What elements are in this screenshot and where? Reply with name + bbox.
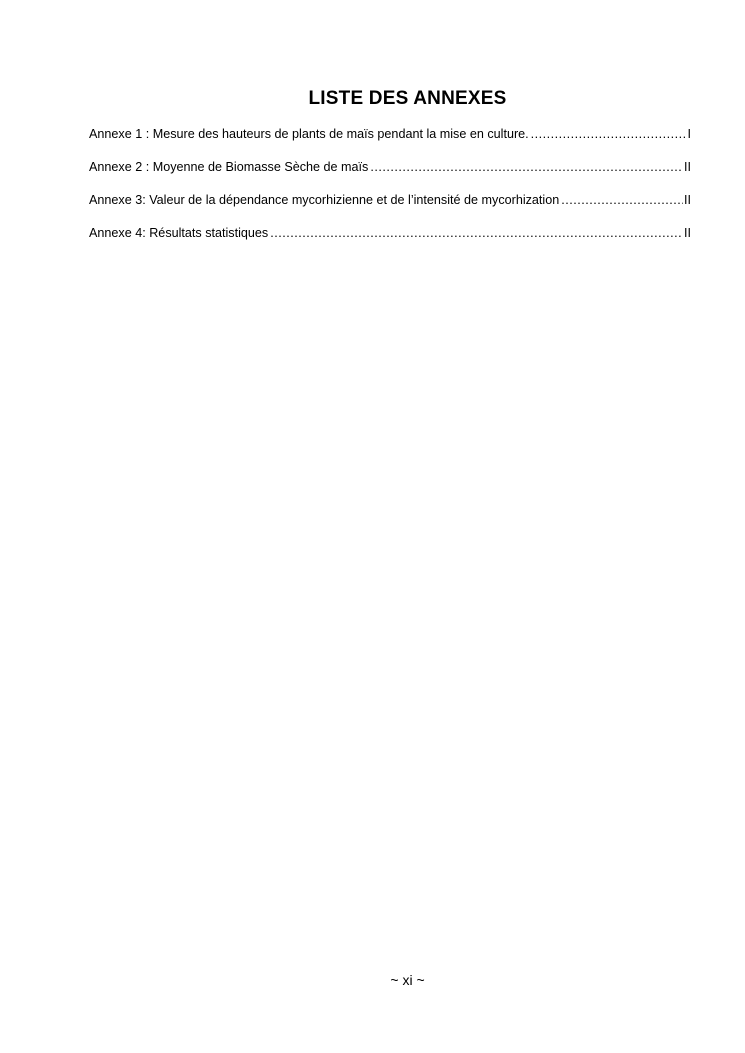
annex-entry-page: I [687,127,691,141]
annex-entry-page: II [684,193,691,207]
annex-entry-label: Annexe 2 : Moyenne de Biomasse Sèche de maïs [89,160,369,174]
annex-entry-1[interactable] [89,127,691,160]
annex-list [89,127,691,259]
annex-entry-4[interactable] [89,226,691,259]
annex-entry-label: Annexe 1 : Mesure des hauteurs de plants de maïs pendant la mise en culture. [89,127,529,141]
dot-leader [561,193,683,207]
page-title: LISTE DES ANNEXES [308,88,507,109]
dot-leader [270,226,683,240]
dot-leader [531,127,687,141]
annex-entry-label: Annexe 3: Valeur de la dépendance mycorhizienne et de l’intensité de mycorhization [89,193,560,207]
page-number-footer: ~ xi ~ [390,972,425,988]
annex-entry-3[interactable] [89,193,691,226]
annex-entry-page: II [684,226,691,240]
dot-leader [370,160,683,174]
annex-entry-page: II [684,160,691,174]
annex-entry-2[interactable] [89,160,691,193]
annex-entry-label: Annexe 4: Résultats statistiques [89,226,269,240]
